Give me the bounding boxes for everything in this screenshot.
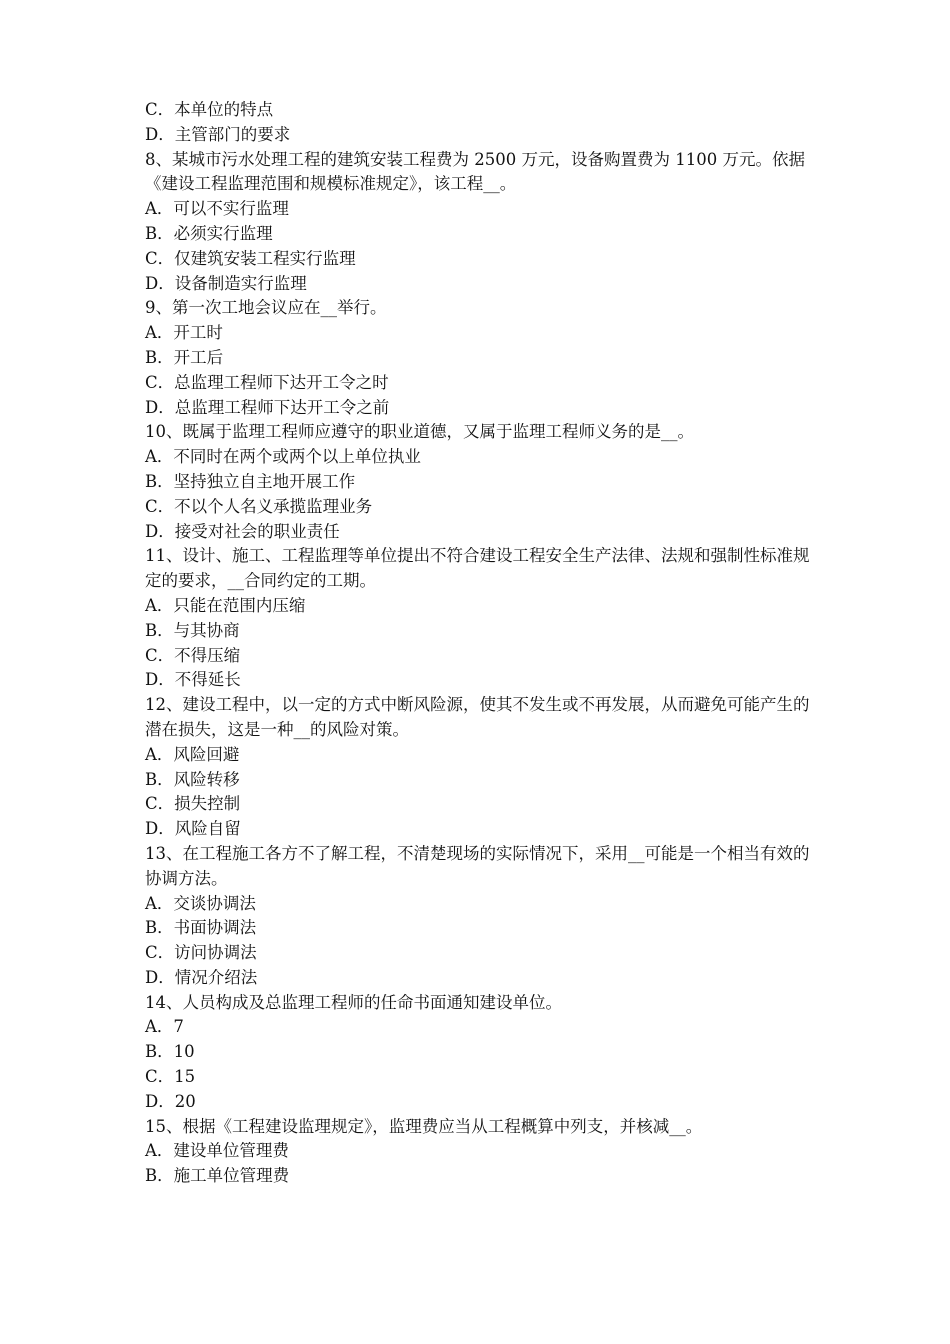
answer-option: A．交谈协调法 <box>145 893 256 913</box>
answer-option: B．书面协调法 <box>145 918 257 938</box>
question-stem: 15、根据《工程建设监理规定》，监理费应当从工程概算中列支，并核减__。 <box>145 1116 703 1136</box>
document-body <box>145 98 820 1189</box>
answer-option: B．必须实行监理 <box>145 223 273 243</box>
answer-option: D．不得延长 <box>145 670 241 690</box>
answer-option: D．总监理工程师下达开工令之前 <box>145 397 390 417</box>
question-stem: 9、第一次工地会议应在__举行。 <box>145 298 387 318</box>
answer-option: A．可以不实行监理 <box>145 199 289 219</box>
question-stem: 11、设计、施工、工程监理等单位提出不符合建设工程安全生产法律、法规和强制性标准规定的要求，__合同约定的工期。 <box>145 546 810 591</box>
answer-option: C．15 <box>145 1067 196 1087</box>
answer-option: D．设备制造实行监理 <box>145 273 307 293</box>
answer-option: B．坚持独立自主地开展工作 <box>145 471 356 491</box>
answer-option: A．建设单位管理费 <box>145 1141 289 1161</box>
answer-option: B．10 <box>145 1042 195 1062</box>
answer-option: D．情况介绍法 <box>145 967 258 987</box>
answer-option: B．开工后 <box>145 347 224 367</box>
answer-option: B．风险转移 <box>145 769 240 789</box>
answer-option: A．不同时在两个或两个以上单位执业 <box>145 447 421 467</box>
answer-option: C．本单位的特点 <box>145 100 274 119</box>
question-stem: 13、在工程施工各方不了解工程，不清楚现场的实际情况下，采用__可能是一个相当有效的协调方法。 <box>145 843 810 888</box>
answer-option: B．施工单位管理费 <box>145 1166 290 1186</box>
answer-option: B．与其协商 <box>145 620 240 640</box>
question-stem: 10、既属于监理工程师应遵守的职业道德，又属于监理工程师义务的是__。 <box>145 422 694 442</box>
answer-option: D．风险自留 <box>145 819 241 839</box>
answer-option: D．主管部门的要求 <box>145 124 291 144</box>
answer-option: C．仅建筑安装工程实行监理 <box>145 248 356 268</box>
question-stem: 8、某城市污水处理工程的建筑安装工程费为 2500 万元，设备购置费为 1100 万元。依据《建设工程监理范围和规模标准规定》，该工程__。 <box>145 149 805 194</box>
answer-option: D．20 <box>145 1091 196 1111</box>
answer-option: C．总监理工程师下达开工令之时 <box>145 372 389 392</box>
answer-option: A．开工时 <box>145 323 223 343</box>
question-stem: 12、建设工程中，以一定的方式中断风险源，使其不发生或不再发展，从而避免可能产生的潜在损失，这是一种__的风险对策。 <box>145 695 810 739</box>
question-stem: 14、人员构成及总监理工程师的任命书面通知建设单位。 <box>145 992 562 1012</box>
answer-option: D．接受对社会的职业责任 <box>145 521 340 541</box>
answer-option: A．风险回避 <box>145 744 240 764</box>
answer-option: A．只能在范围内压缩 <box>145 595 306 615</box>
answer-option: C．访问协调法 <box>145 943 257 963</box>
answer-option: C．不以个人名义承揽监理业务 <box>145 496 373 516</box>
answer-option: C．损失控制 <box>145 794 241 814</box>
answer-option: C．不得压缩 <box>145 645 241 665</box>
answer-option: A．7 <box>145 1017 184 1037</box>
